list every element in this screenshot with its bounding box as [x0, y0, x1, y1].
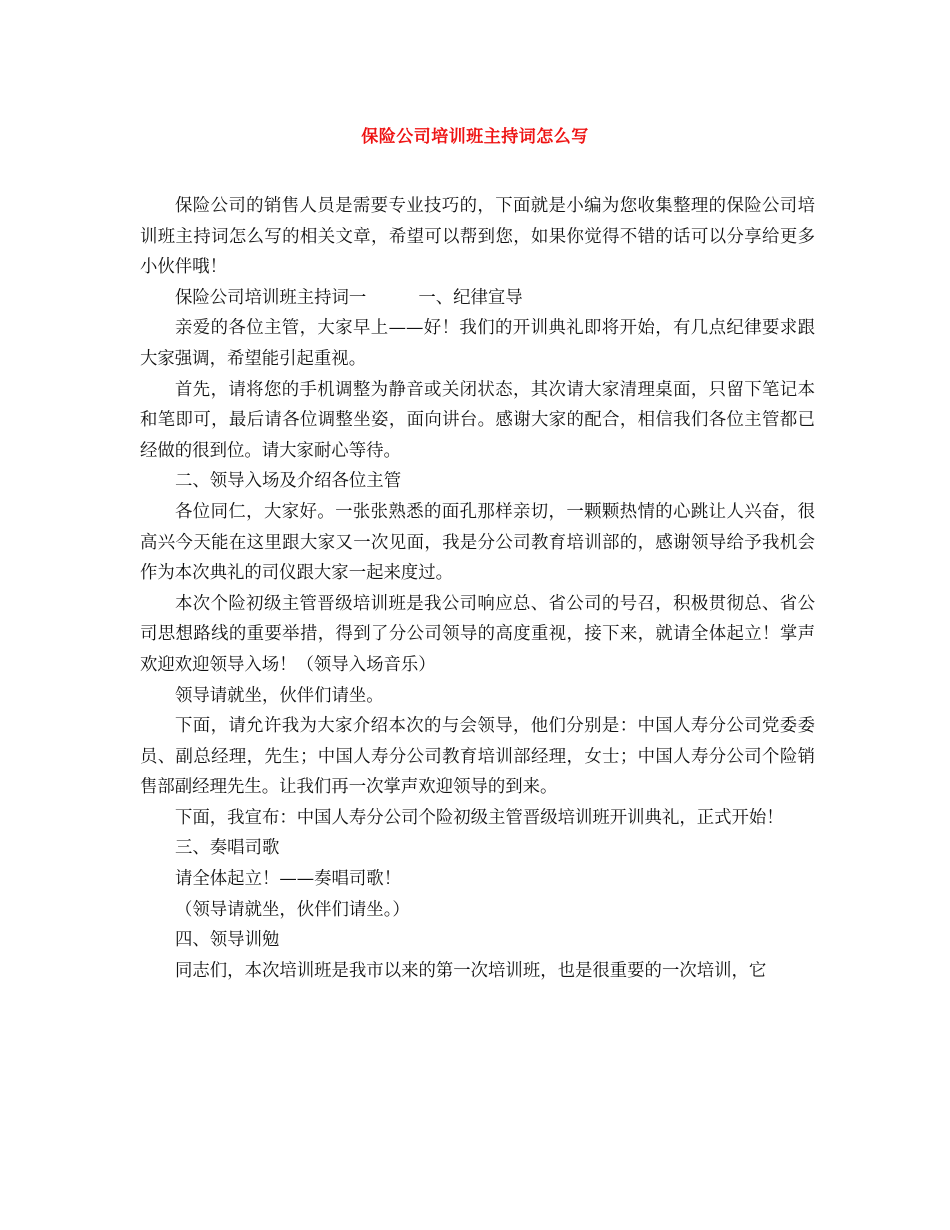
paragraph: 同志们，本次培训班是我市以来的第一次培训班，也是很重要的一次培训，它: [175, 960, 767, 981]
paragraph: 下面，我宣布：中国人寿分公司个险初级主管晋级培训班开训典礼，正式开始！: [175, 807, 784, 828]
paragraph: 下面，请允许我为大家介绍本次的与会领导，他们分别是：中国人寿分公司党委委员、副总经理，先生；中国人寿分公司教育培训部经理，女士；中国人寿分公司个险销售部副经理先生。让我们再一次掌声欢迎领导的到来。: [140, 716, 815, 798]
paragraph: （领导请就坐，伙伴们请坐。）: [175, 899, 410, 920]
section-2-heading: 二、领导入场及介绍各位主管: [175, 471, 402, 492]
paragraph: 本次个险初级主管晋级培训班是我公司响应总、省公司的号召，积极贯彻总、省公司思想路线的重要举措，得到了分公司领导的高度重视，接下来，就请全体起立！掌声欢迎欢迎领导入场！（领导入场音乐）: [140, 593, 815, 675]
document-title: 保险公司培训班主持词怎么写: [361, 127, 589, 147]
paragraph: 亲爱的各位主管，大家早上——好！我们的开训典礼即将开始，有几点纪律要求跟大家强调，希望能引起重视。: [140, 318, 815, 369]
section-4-heading: 四、领导训勉: [175, 930, 280, 951]
document-body: [140, 191, 815, 986]
paragraph: 请全体起立！——奏唱司歌！: [175, 869, 402, 890]
section-1-heading: 一、纪律宣导: [418, 287, 523, 308]
section-heading-line: [140, 283, 815, 314]
paragraph: 领导请就坐，伙伴们请坐。: [175, 685, 384, 706]
intro-paragraph: 保险公司的销售人员是需要专业技巧的，下面就是小编为您收集整理的保险公司培训班主持词怎么写的相关文章，希望可以帮到您，如果你觉得不错的话可以分享给更多小伙伴哦！: [140, 196, 815, 278]
section-3-heading: 三、奏唱司歌: [175, 838, 280, 859]
paragraph: 各位同仁，大家好。一张张熟悉的面孔那样亲切，一颗颗热情的心跳让人兴奋，很高兴今天能在这里跟大家又一次见面，我是分公司教育培训部的，感谢领导给予我机会作为本次典礼的司仪跟大家一起来度过。: [140, 501, 815, 584]
paragraph: 首先，请将您的手机调整为静音或关闭状态，其次请大家清理桌面，只留下笔记本和笔即可，最后请各位调整坐姿，面向讲台。感谢大家的配合，相信我们各位主管都已经做的很到位。请大家耐心等待。: [140, 379, 815, 461]
script-heading: 保险公司培训班主持词一: [175, 287, 367, 308]
